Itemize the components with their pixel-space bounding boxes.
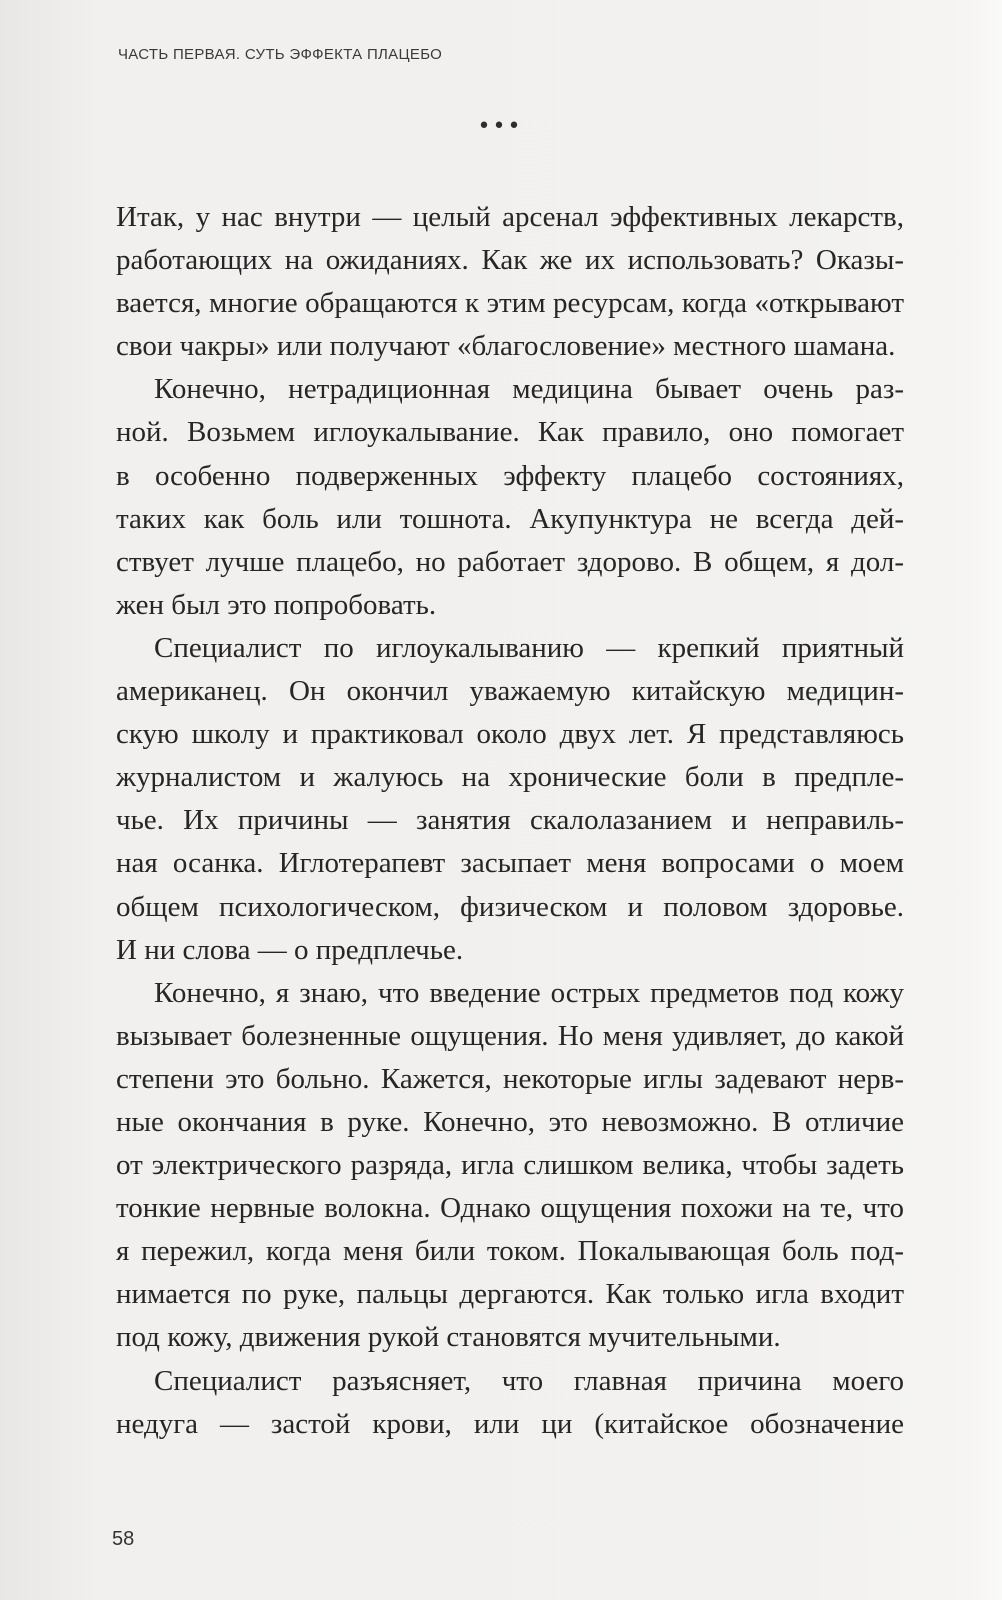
paragraph-3	[116, 627, 904, 972]
text-line: под кожу, движения рукой становятся мучительными.	[116, 1321, 781, 1354]
text-line: Специалист разъясняет, что главная причина моего	[154, 1364, 904, 1397]
text-line: вается, многие обращаются к этим ресурсам, когда «открывают	[116, 287, 904, 320]
text-line: жен был это попробовать.	[116, 588, 437, 621]
paragraph-5	[116, 1360, 904, 1446]
text-line: нимается по руке, пальцы дергаются. Как только игла входит	[116, 1278, 904, 1311]
text-line: ная осанка. Иглотерапевт засыпает меня вопросами о моем	[116, 847, 904, 880]
text-line: И ни слова — о предплечье.	[116, 933, 464, 966]
text-line: в особенно подверженных эффекту плацебо состояниях,	[116, 459, 904, 492]
text-line: Конечно, нетрадиционная медицина бывает очень раз-	[154, 373, 904, 406]
text-line: тонкие нервные волокна. Однако ощущения похожи на те, что	[116, 1192, 904, 1225]
text-line: американец. Он окончил уважаемую китайскую медицин-	[116, 675, 904, 708]
paragraph-2	[116, 368, 904, 627]
text-line: работающих на ожиданиях. Как же их использовать? Оказы-	[116, 244, 904, 277]
running-header: ЧАСТЬ ПЕРВАЯ. СУТЬ ЭФФЕКТА ПЛАЦЕБО	[118, 46, 443, 63]
text-line: Специалист по иглоукалыванию — крепкий приятный	[154, 631, 904, 664]
text-line: чье. Их причины — занятия скалолазанием и неправиль-	[116, 804, 904, 837]
text-line: журналистом и жалуюсь на хронические боли в предпле-	[116, 761, 904, 794]
text-line: ствует лучше плацебо, но работает здорово. В общем, я дол-	[116, 545, 904, 578]
text-line: Итак, у нас внутри — целый арсенал эффективных лекарств,	[116, 201, 904, 233]
text-line: я пережил, когда меня били током. Покалывающая боль под-	[116, 1235, 904, 1268]
paragraph-4	[116, 972, 904, 1360]
text-line: степени это больно. Кажется, некоторые иглы задевают нерв-	[116, 1062, 904, 1095]
text-line: вызывает болезненные ощущения. Но меня удивляет, до какой	[116, 1019, 904, 1052]
text-line: скую школу и практиковал около двух лет. Я представляюсь	[116, 718, 904, 751]
paragraph-1	[116, 196, 904, 368]
text-line: Конечно, я знаю, что введение острых предметов под кожу	[154, 976, 904, 1009]
text-line: ной. Возьмем иглоукалывание. Как правило, оно помогает	[116, 416, 904, 449]
text-line: недуга — застой крови, или ци (китайское обозначение	[116, 1407, 904, 1440]
section-separator: •••	[477, 114, 523, 139]
text-line: общем психологическом, физическом и половом здоровье.	[116, 890, 904, 923]
text-line: ные окончания в руке. Конечно, это невозможно. В отличие	[116, 1105, 904, 1138]
text-line: таких как боль или тошнота. Акупунктура не всегда дей-	[116, 502, 904, 535]
text-line: от электрического разряда, игла слишком велика, чтобы задеть	[116, 1149, 904, 1182]
body-text	[116, 196, 904, 1446]
text-line: свои чакры» или получают «благословение» местного шамана.	[116, 330, 896, 363]
page-number: 58	[112, 1528, 135, 1550]
